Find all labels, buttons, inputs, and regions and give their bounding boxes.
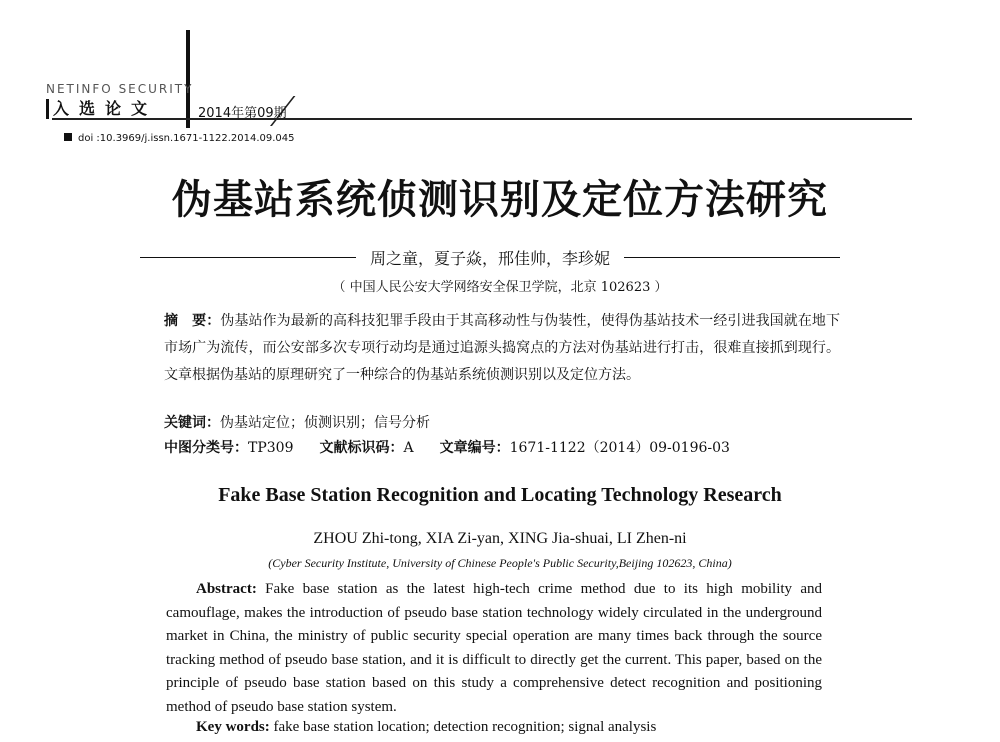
authors-rule-left: [140, 257, 356, 258]
keywords-label-cn: 关键词：: [164, 415, 220, 431]
abstract-label-en: Abstract:: [196, 581, 257, 597]
page-title-cn: 伪基站系统侦测识别及定位方法研究: [172, 177, 828, 223]
authors-en: ZHOU Zhi-tong, XIA Zi-yan, XING Jia-shuai, LI Zhen-ni: [313, 530, 687, 547]
affiliation-cn: （ 中国人民公安大学网络安全保卫学院，北京 102623 ）: [332, 280, 668, 295]
doccode-label: 文献标识码：: [319, 440, 404, 456]
doi-line: [64, 133, 295, 144]
abstract-text-cn: 伪基站作为最新的高科技犯罪手段由于其高移动性与伪装性，使得伪基站技术一经引进我国就在地下市场广为流传，而公安部多次专项行动均是通过追源头捣窝点的方法对伪基站进行打击，很难直接抓到现行。文章根据伪基站的原理研究了一种综合的伪基站系统侦测识别以及定位方法。: [164, 313, 841, 383]
keywords-label-en: Key words:: [196, 719, 270, 735]
article-label: 文章编号：: [439, 440, 510, 456]
doi-text: doi :10.3969/j.issn.1671-1122.2014.09.045: [78, 133, 295, 144]
abstract-en: [166, 578, 822, 719]
article-value: 1671-1122（2014）09-0196-03: [509, 440, 730, 456]
issue-number: 2014年第09期: [198, 106, 287, 121]
classification-line: [164, 435, 840, 462]
keywords-text-en: fake base station location; detection recognition; signal analysis: [273, 719, 657, 735]
keywords-en: [166, 716, 822, 740]
affiliation-en: (Cyber Security Institute, University of Chinese People's Public Security,Beijing 102623, China): [268, 556, 732, 570]
class-label: 中图分类号：: [164, 440, 248, 456]
authors-row-cn: [140, 246, 840, 269]
page-title-en: Fake Base Station Recognition and Locating Technology Research: [218, 484, 782, 506]
authors-rule-right: [624, 257, 840, 258]
keywords-cn: [164, 410, 840, 437]
header-rule: [52, 118, 912, 120]
abstract-cn: [164, 308, 840, 389]
class-value: TP309: [248, 440, 294, 456]
keywords-text-cn: 伪基站定位；侦测识别；信号分析: [220, 415, 430, 431]
section-label: 入选论文: [46, 99, 161, 119]
doccode-value: A: [403, 440, 414, 456]
journal-logo: NETINFO SECURITY: [46, 82, 194, 96]
abstract-text-en: Fake base station as the latest high-tech crime method due to its high mobility and camouflage, makes the introduction of pseudo base station technology widely circulated in the underground market in China, the ministry of public security special operation are many times back through the source tracking method of pseudo base station, and it is difficult to directly get the current. This paper, based on the principle of pseudo base station based on this study a comprehensive detect recognition and positioning method of pseudo base station system.: [166, 581, 822, 715]
authors-cn: 周之童，夏子焱，邢佳帅，李珍妮: [370, 249, 611, 268]
abstract-label-cn: 摘 要：: [164, 313, 221, 329]
header-vertical-bar: [186, 30, 190, 128]
square-bullet-icon: [64, 133, 72, 141]
